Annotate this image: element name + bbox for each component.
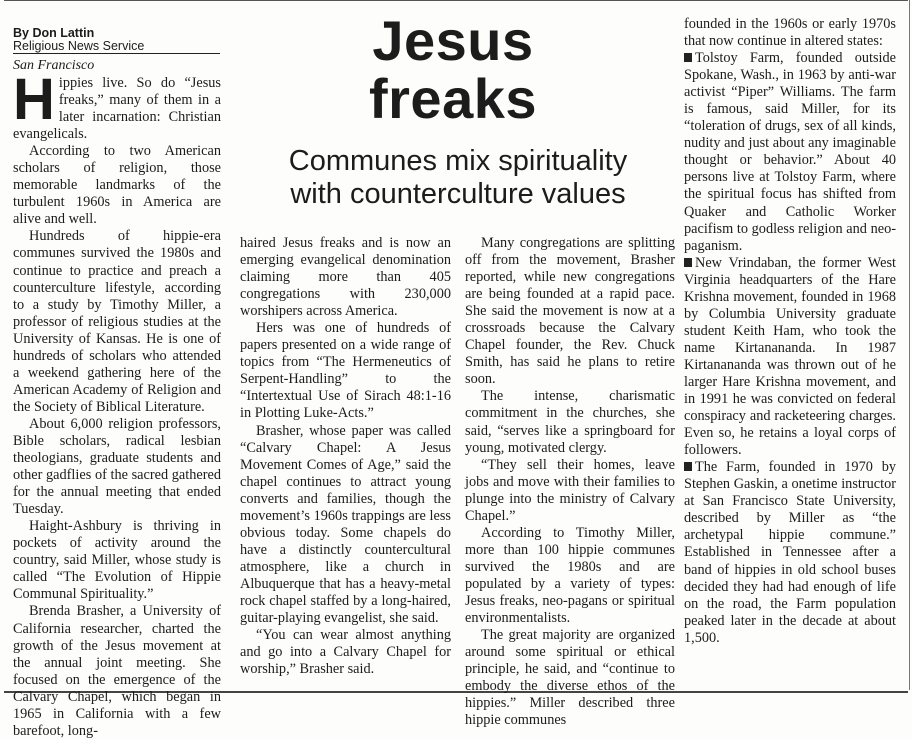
paragraph: Haight-Ashbury is thriving in pockets of activity around the country, said Miller, whose study is called “The Evolution of Hippie Communal Spirituality.” xyxy=(13,518,221,603)
paragraph: According to Timothy Miller, more than 100 hippie communes survived the 1980s and are populated by a variety of types: Jesus freaks, neo-pagans or spiritual environmentalists. xyxy=(465,524,675,627)
article-column-2 xyxy=(240,235,451,678)
paragraph: The great majority are organized around some spiritual or ethical principle, he said, and “continue to embody the diverse ethos of the hippies.” Miller described three hippie communes xyxy=(465,627,675,729)
paragraph: Many congregations are splitting off from the movement, Brasher reported, while new congregations are being founded at a rapid pace. She said the movement is now at a crossroads because the Calvary Chapel founder, the Rev. Chuck Smith, has said he plans to retire soon. xyxy=(465,235,675,388)
paragraph: “You can wear almost anything and go into a Calvary Chapel for worship,” Brasher said. xyxy=(240,627,451,678)
article-column-1 xyxy=(13,67,221,740)
paragraph: ippies live. So do “Jesus freaks,” many of them in a later incarnation: Christian evangelicals. xyxy=(13,75,221,143)
subheadline-line-1: Communes mix spirituality xyxy=(288,145,628,177)
paragraph: founded in the 1960s or early 1970s that now continue in altered states: xyxy=(684,16,896,50)
paragraph: The intense, charismatic commitment in the churches, she said, “serves like a springboard for young, motivated clergy. xyxy=(465,388,675,456)
subheadline-line-2: with counterculture values xyxy=(290,178,626,210)
square-bullet-icon xyxy=(684,258,692,267)
list-item-tolstoy-farm xyxy=(684,50,896,255)
paragraph: “They sell their homes, leave jobs and move with their families to plunge into the ministry of Calvary Chapel.” xyxy=(465,456,675,524)
headline-line-2: freaks xyxy=(368,67,538,130)
byline-rule xyxy=(13,53,220,54)
page-frame-right xyxy=(909,0,910,690)
dateline: San Francisco xyxy=(13,58,95,73)
paragraph: According to two American scholars of religion, those memorable landmarks of the turbulent 1960s in America are alive and well. xyxy=(13,143,221,228)
subheadline xyxy=(238,145,678,211)
list-item-text: The Farm, founded in 1970 by Stephen Gaskin, a onetime instructor at San Francisco State University, described by Miller as “the archetypal hippie commune.” Established in Tennessee after a band of hippies in old school buses decided they had had enough of life on the road, the Farm population peaked later in the decade at about 1,500. xyxy=(684,459,896,646)
drop-cap: H xyxy=(13,67,55,132)
square-bullet-icon xyxy=(684,53,692,62)
list-item-text: New Vrindaban, the former West Virginia headquarters of the Hare Krishna movement, founded in 1968 by Columbia University graduate student Keith Ham, who took the name Kirtanananda. In 1987 Kirtanananda was thrown out of he larger Hare Krishna movement, and in 1991 he was convicted on federal conspiracy and racketeering charges. Even so, he retains a loyal corps of followers. xyxy=(684,254,896,459)
headline xyxy=(320,9,586,130)
list-item-text: Tolstoy Farm, founded outside Spokane, Wash., in 1963 by anti-war activist “Piper” Williams. The farm is famous, said Miller, for its “toleration of drugs, sex of all kinds, nudity and just about any imaginable thought or behavior.” About 40 persons live at Tolstoy Farm, where the spiritual focus has shifted from Quaker and Catholic Worker pacifism to godless religion and neo-paganism. xyxy=(684,50,896,254)
paragraph: Brenda Brasher, a University of California researcher, charted the growth of the Jesus movement at the annual joint meeting. She focused on the emergence of the Calvary Chapel, which began in 1965 in California with a few barefoot, long- xyxy=(13,603,221,739)
list-item-the-farm xyxy=(684,459,896,647)
byline: By Don Lattin xyxy=(13,26,95,40)
list-item-new-vrindaban xyxy=(684,255,896,460)
paragraph: About 6,000 religion professors, Bible scholars, radical lesbian theologians, graduate students and other gadflies of the sacred gathered for the annual meeting that ended Tuesday. xyxy=(13,415,221,518)
article-column-3 xyxy=(465,235,675,729)
news-agency: Religious News Service xyxy=(13,39,145,53)
square-bullet-icon xyxy=(684,462,692,471)
paragraph: haired Jesus freaks and is now an emerging evangelical denomination claiming more than 405 congregations with 230,000 worshipers across America. xyxy=(240,235,451,320)
article-column-4 xyxy=(684,16,896,647)
paragraph: Hundreds of hippie-era communes survived the 1980s and continue to practice and preach a counterculture lifestyle, according to a study by Timothy Miller, a professor of religious studies at the University of Kansas. He is one of hundreds of scholars who attended a weekend gathering here of the American Academy of Religion and the Society of Biblical Literature. xyxy=(13,228,221,415)
paragraph: Hers was one of hundreds of papers presented on a wide range of topics from “The Hermeneutics of Serpent-Handling” to the “Intertextual Use of Sirach 48:1-16 in Plotting Luke-Acts.” xyxy=(240,320,451,422)
headline-line-1: Jesus xyxy=(372,9,534,72)
paragraph: Brasher, whose paper was called “Calvary Chapel: A Jesus Movement Comes of Age,” said the chapel continues to attract young converts and families, though the movement’s 1960s trappings are less obvious today. Some chapels do have a distinctly countercultural atmosphere, like a church in Albuquerque that has a heavy-metal rock chapel staffed by a long-haired, guitar-playing evangelist, she said. xyxy=(240,422,451,627)
page-frame-top xyxy=(4,0,908,1)
